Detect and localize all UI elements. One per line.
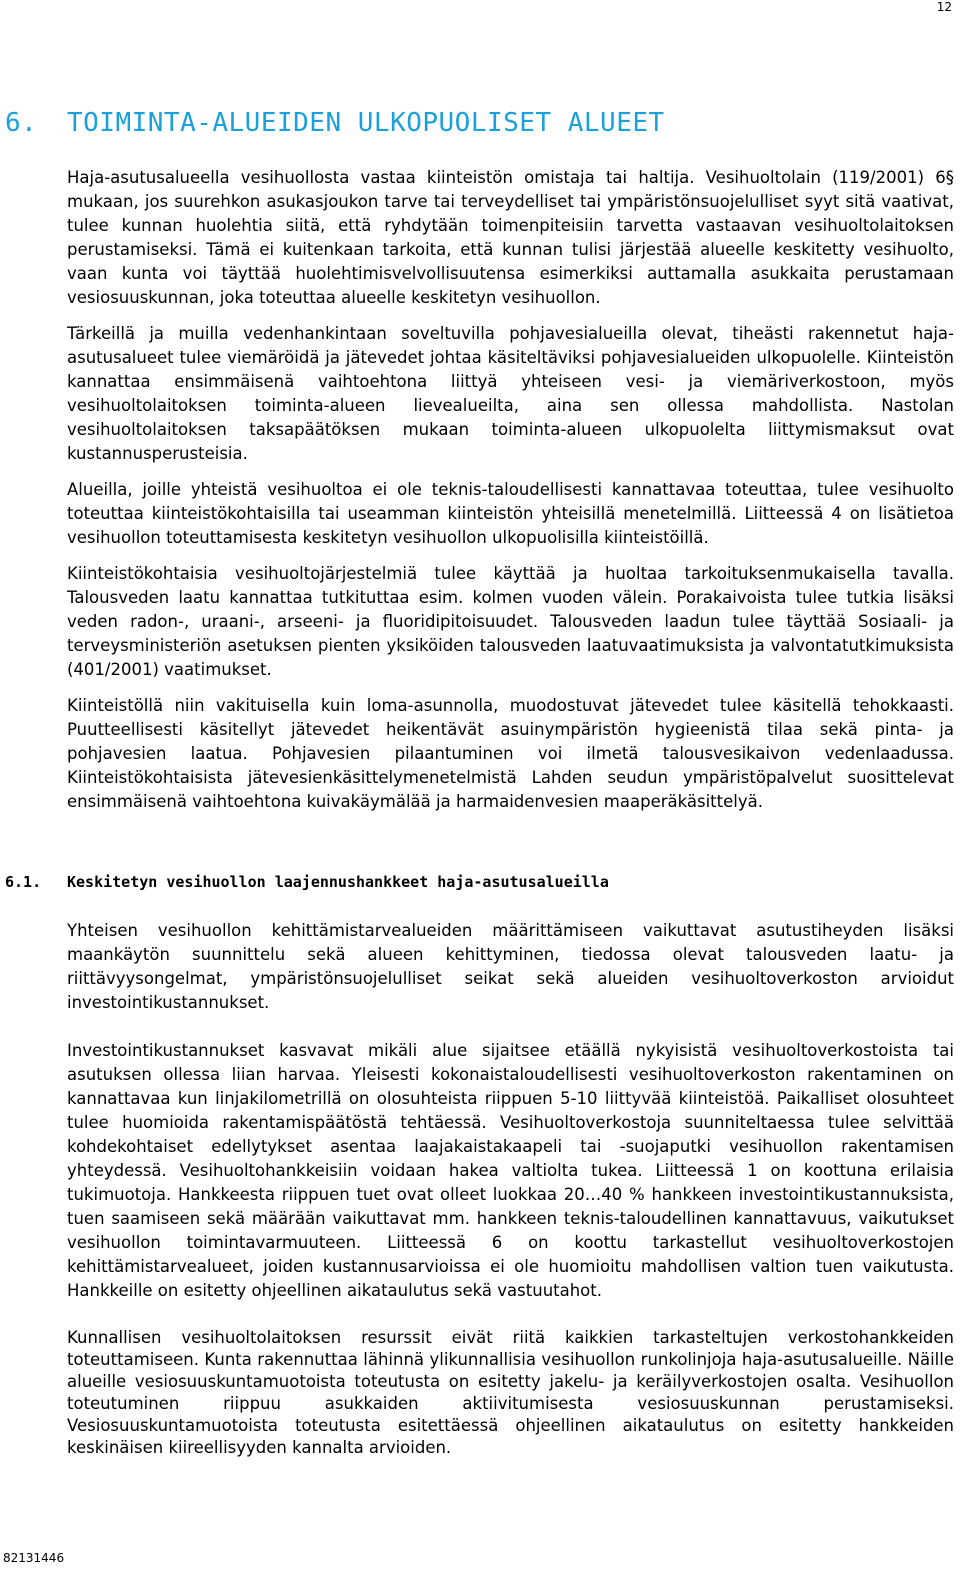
paragraph: Yhteisen vesihuollon kehittämistarvealueiden määrittämiseen vaikuttavat asutustiheyden lisäksi maankäytön suunnittelu sekä alueen kehittyminen, tiedossa olevat talousveden laatu- ja riittävyysongelmat, ympäristönsuojelulliset seikat sekä alueiden vesihuoltoverkoston arvioidut investointikustannukset. — [67, 921, 954, 1012]
paragraph: Haja-asutusalueella vesihuollosta vastaa kiinteistön omistaja tai haltija. Vesihuoltolain (119/2001) 6§ mukaan, jos suurehkon asukasjoukon tarve tai terveydelliset tai ympäristönsuojelulliset syyt sitä vaativat, tulee kunnan huolehtia siitä, että ryhdytään toimenpiteisiin tarvetta vastaavan vesihuoltolaitoksen perustamiseksi. Tämä ei kuitenkaan tarkoita, että kunnan tulisi järjestää alueelle keskitetty vesihuolto, vaan kunta voi täyttää huolehtimisvelvollisuutensa esimerkiksi auttamalla asukkaita perustamaan vesiosuuskunnan, joka toteuttaa alueelle keskitetyn vesihuollon. — [67, 168, 954, 307]
section-2-body — [67, 919, 954, 1483]
section-1-body — [67, 166, 954, 826]
paragraph: Kunnallisen vesihuoltolaitoksen resurssit eivät riitä kaikkien tarkasteltujen verkostohankkeiden toteuttamiseen. Kunta rakennuttaa lähinnä ylikunnallisia vesihuollon runkolinjoja haja-asutusalueille. Näille alueille vesiosuuskuntamuotoista toteutusta on esitetty jakelu- ja keräilyverkostojen osalta. Vesihuollon toteutuminen riippuu asukkaiden aktiivitumisesta vesiosuuskunnan perustamiseksi. Vesiosuuskuntamuotoista toteutusta esitettäessä ohjeellinen aikataulutus on esitetty hankkeiden keskinäisen kiireellisyyden kannalta arvioiden. — [67, 1328, 954, 1457]
chapter-heading — [5, 108, 665, 138]
paragraph: Alueilla, joille yhteistä vesihuoltoa ei ole teknis-taloudellisesti kannattavaa toteuttaa, tulee vesihuolto toteuttaa kiinteistökohtaisilla tai useamman kiinteistön yhteisillä menetelmillä. Liitteessä 4 on lisätietoa vesihuollon toteuttamisesta keskitetyn vesihuollon ulkopuolisilla kiinteistöillä. — [67, 480, 954, 547]
section-title: Keskitetyn vesihuollon laajennushankkeet haja-asutusalueilla — [67, 873, 609, 891]
chapter-title: TOIMINTA-ALUEIDEN ULKOPUOLISET ALUEET — [67, 108, 665, 138]
page-number: 12 — [936, 0, 952, 14]
paragraph: Tärkeillä ja muilla vedenhankintaan soveltuvilla pohjavesialueilla olevat, tiheästi rakennetut haja-asutusalueet tulee viemäröidä ja jätevedet johtaa käsiteltäviksi pohjavesialueiden ulkopuolelle. Kiinteistön kannattaa ensimmäisenä vaihtoehtona liittyä yhteiseen vesi- ja viemäriverkostoon, myös vesihuoltolaitoksen toiminta-alueen lievealueilta, aina sen ollessa mahdollista. Nastolan vesihuoltolaitoksen taksapäätöksen mukaan toiminta-alueen ulkopuolelta liittymismaksut ovat kustannusperusteisia. — [67, 324, 954, 463]
paragraph: Investointikustannukset kasvavat mikäli alue sijaitsee etäällä nykyisistä vesihuoltoverkostoista tai asutuksen ollessa liian harvaa. Yleisesti kokonaistaloudellisesti vesihuoltoverkoston rakentaminen on kannattavaa kun linjakilometrillä on olosuhteista riippuen 5-10 liittyvää kiinteistöä. Paikalliset olosuhteet tulee huomioida rakentamispäätöstä tehtäessä. Vesihuoltoverkostoja suunniteltaessa tulee selvittää kohdekohtaiset edellytykset asentaa laajakaistakaapeli tai -suojaputki vesihuollon rakentamisen yhteydessä. Vesihuoltohankkeisiin voidaan hakea valtiolta tukea. Liitteessä 1 on koottuna erilaisia tukimuotoja. Hankkeesta riippuen tuet ovat olleet luokkaa 20…40 % hankkeen investointikustannuksista, tuen saamiseen sekä määrään vaikuttavat mm. hankkeen teknis-taloudellinen kannattavuus, vaikutukset vesihuollon toimintavarmuuteen. Liitteessä 6 on koottu tarkastellut vesihuoltoverkostojen kehittämistarvealueet, joiden kustannusarvioissa ei ole huomioitu mahdollisen valtion tuen vaikutusta. Hankkeille on esitetty ohjeellinen aikataulutus sekä vastuutahot. — [67, 1041, 954, 1300]
document-code: 82131446 — [3, 1551, 65, 1565]
section-number: 6.1. — [5, 873, 42, 891]
chapter-number: 6. — [5, 108, 38, 138]
paragraph: Kiinteistöllä niin vakituisella kuin loma-asunnolla, muodostuvat jätevedet tulee käsitellä tehokkaasti. Puutteellisesti käsitellyt jätevedet heikentävät asuinympäristön hygieenistä tilaa sekä pinta- ja pohjavesien laatua. Pohjavesien pilaantuminen voi ilmetä talousvesikaivon vedenlaadussa. Kiinteistökohtaisista jätevesienkäsittelymenetelmistä Lahden seudun ympäristöpalvelut suosittelevat ensimmäisenä vaihtoehtona kuivakäymälää ja harmaidenvesien maaperäkäsittelyä. — [67, 696, 954, 811]
section-heading — [5, 873, 609, 891]
paragraph: Kiinteistökohtaisia vesihuoltojärjestelmiä tulee käyttää ja huoltaa tarkoituksenmukaisella tavalla. Talousveden laatu kannattaa tutkituttaa esim. kolmen vuoden välein. Porakaivoista tulee tutkia lisäksi veden radon-, uraani-, arseeni- ja fluoridipitoisuudet. Talousveden laadun tulee täyttää Sosiaali- ja terveysministeriön asetuksen pienten yksiköiden talousveden laatuvaatimuksista ja valvontatutkimuksista (401/2001) vaatimukset. — [67, 564, 954, 679]
